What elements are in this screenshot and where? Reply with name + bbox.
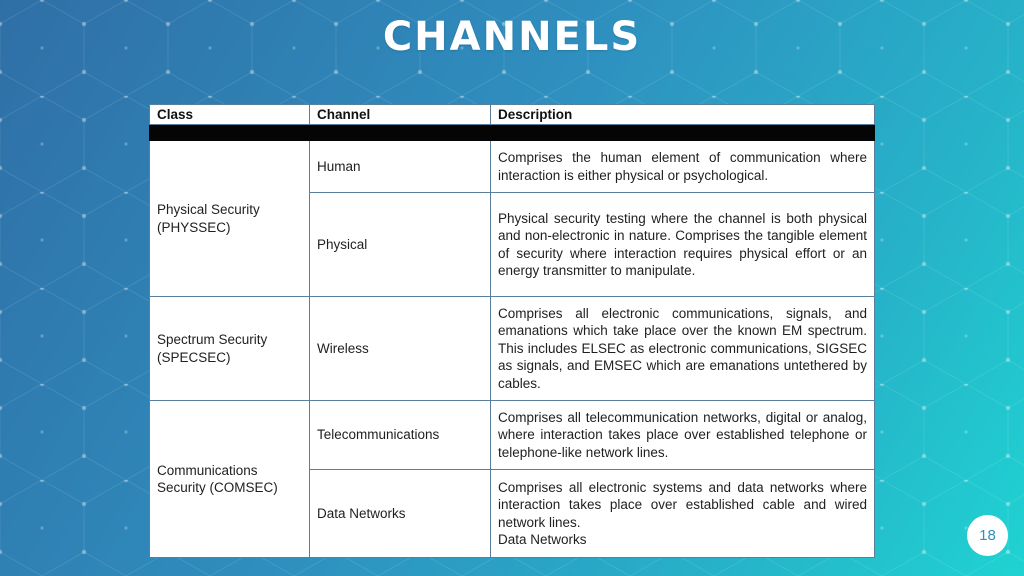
page-number: 18 — [979, 527, 996, 544]
table-header-row — [150, 105, 875, 125]
class-cell-physsec: Physical Security (PHYSSEC) — [150, 141, 310, 297]
channel-cell-telecommunications: Telecommunications — [310, 401, 491, 470]
table-row — [150, 297, 875, 401]
separator-cell — [150, 125, 875, 141]
slide-title: CHANNELS — [382, 14, 642, 60]
channels-table — [149, 104, 875, 558]
class-cell-comsec: Communications Security (COMSEC) — [150, 401, 310, 558]
table-row — [150, 141, 875, 193]
description-cell-telecommunications: Comprises all telecommunication networks, digital or analog, where interaction takes place over established telephone or telephone-like network lines. — [491, 401, 875, 470]
header-separator-bar — [150, 125, 875, 141]
channel-cell-human: Human — [310, 141, 491, 193]
header-channel: Channel — [310, 105, 491, 125]
description-cell-human: Comprises the human element of communication where interaction is either physical or psychological. — [491, 141, 875, 193]
channel-cell-data-networks: Data Networks — [310, 470, 491, 558]
header-class: Class — [150, 105, 310, 125]
channels-table-container — [149, 104, 874, 557]
class-cell-specsec: Spectrum Security (SPECSEC) — [150, 297, 310, 401]
table-row — [150, 401, 875, 470]
description-cell-physical: Physical security testing where the channel is both physical and non-electronic in nature. Comprises the tangible element of security where interaction requires physical effort or an energy transmitter to manipulate. — [491, 193, 875, 297]
description-cell-wireless: Comprises all electronic communications, signals, and emanations which take place over the known EM spectrum. This includes ELSEC as electronic communications, SIGSEC as signals, and EMSEC which are emanations untethered by cables. — [491, 297, 875, 401]
page-number-badge — [967, 515, 1008, 556]
header-description: Description — [491, 105, 875, 125]
description-cell-data-networks: Comprises all electronic systems and data networks where interaction takes place over established cable and wired network lines. Data Networks — [491, 470, 875, 558]
channel-cell-physical: Physical — [310, 193, 491, 297]
channel-cell-wireless: Wireless — [310, 297, 491, 401]
